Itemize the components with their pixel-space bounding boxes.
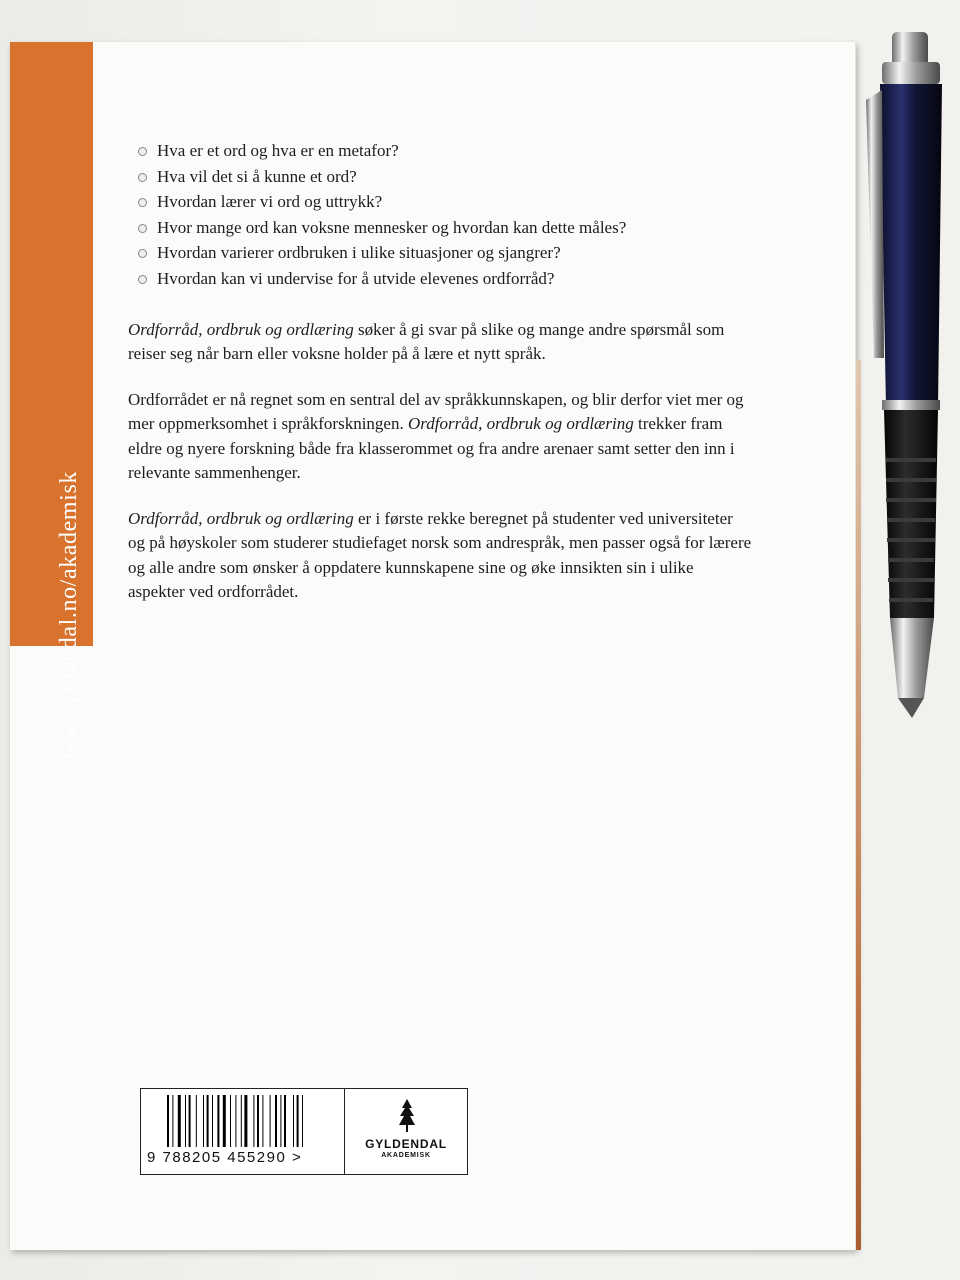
barcode-bar [275,1095,277,1147]
question-text: Hva er et ord og hva er en metafor? [157,141,399,160]
question-text: Hvordan varierer ordbruken i ulike situasjoner og sjangrer? [157,243,561,263]
barcode-bar [178,1095,181,1147]
question-item [138,164,753,190]
paragraph-2-lead: Ordforrådet er nå regnet som en sentral del av språkkunnskapen, og blir derfor viet mer og mer oppmerksomhet i språkforskningen. [128,389,744,434]
paragraph-3 [128,507,753,605]
question-item [138,138,753,164]
barcode-bar [293,1095,294,1147]
book-title-italic: Ordforråd, ordbruk og ordlæring [407,414,634,434]
barcode-bar [280,1095,281,1147]
book-title-italic: Ordforråd, ordbruk og ordlæring [128,319,354,339]
spine-url: www.gyldendal.no/akademisk [56,471,82,777]
isbn-number: 9 788205 455290 > [147,1149,303,1166]
book-edge [856,360,861,1250]
paragraph-1 [128,318,753,367]
book-title-italic: Ordforråd, ordbruk og ordlæring [128,508,354,528]
bullet-icon [138,147,147,156]
barcode-bar [262,1095,263,1147]
barcode-bar [207,1095,209,1147]
barcode-bar [244,1095,247,1147]
question-text: Hvordan lærer vi ord og uttrykk? [157,192,383,212]
barcode-bar [189,1095,191,1147]
barcode-bar [212,1095,213,1147]
question-item [138,240,753,266]
barcode-bar [203,1095,204,1147]
barcode-bar [235,1095,236,1147]
publisher-imprint: AKADEMISK [381,1152,431,1159]
question-item [138,266,753,292]
question-text: Hvor mange ord kan voksne mennesker og hvordan kan dette måles? [157,217,627,237]
bullet-icon [138,198,147,207]
barcode-bar [270,1095,271,1147]
question-item [138,215,753,241]
barcode-bar [217,1095,219,1147]
barcode-bar [185,1095,186,1147]
ballpoint-pen [862,28,952,728]
barcode-bar [172,1095,173,1147]
paragraph-2 [128,388,753,486]
barcode-bar [253,1095,254,1147]
bullet-icon [138,249,147,258]
paragraph-1-text: søker å gi svar på slike og mange andre spørsmål som reiser seg når barn eller voksne holder på å lære et nytt språk. [128,319,725,364]
paragraph-3-text: er i første rekke beregnet på studenter ved universiteter og på høyskoler som studerer studiefaget norsk som andrespråk, men passer også for lærere og alle andre som ønsker å oppdatere kunnskapene sine og øke innsikten sin i ulike aspekter ved ordforrådet. [128,508,752,602]
barcode-bar [196,1095,197,1147]
barcode-bars [167,1095,317,1147]
tree-icon [399,1099,415,1135]
barcode-bar [230,1095,231,1147]
barcode-bar [257,1095,259,1147]
question-list [128,138,753,292]
bullet-icon [138,224,147,233]
barcode-bar [297,1095,299,1147]
barcode [141,1089,345,1174]
paragraph-2-text: trekker fram eldre og nyere forskning både fra klasserommet og fra andre arenaer samt setter den inn i relevante sammenhenger. [128,414,735,483]
barcode-bar [223,1095,226,1147]
question-text: Hva vil det si å kunne et ord? [157,166,357,186]
barcode-bar [302,1095,303,1147]
question-item [138,189,753,215]
publisher-logo [345,1089,467,1174]
back-cover-text [128,138,753,605]
barcode-box [140,1088,468,1175]
bullet-icon [138,275,147,284]
bullet-icon [138,173,147,182]
publisher-name: GYLDENDAL [365,1137,447,1151]
barcode-bar [284,1095,286,1147]
barcode-bar [241,1095,242,1147]
question-text: Hvordan kan vi undervise for å utvide elevenes ordforråd? [157,268,555,288]
barcode-bar [167,1095,169,1147]
